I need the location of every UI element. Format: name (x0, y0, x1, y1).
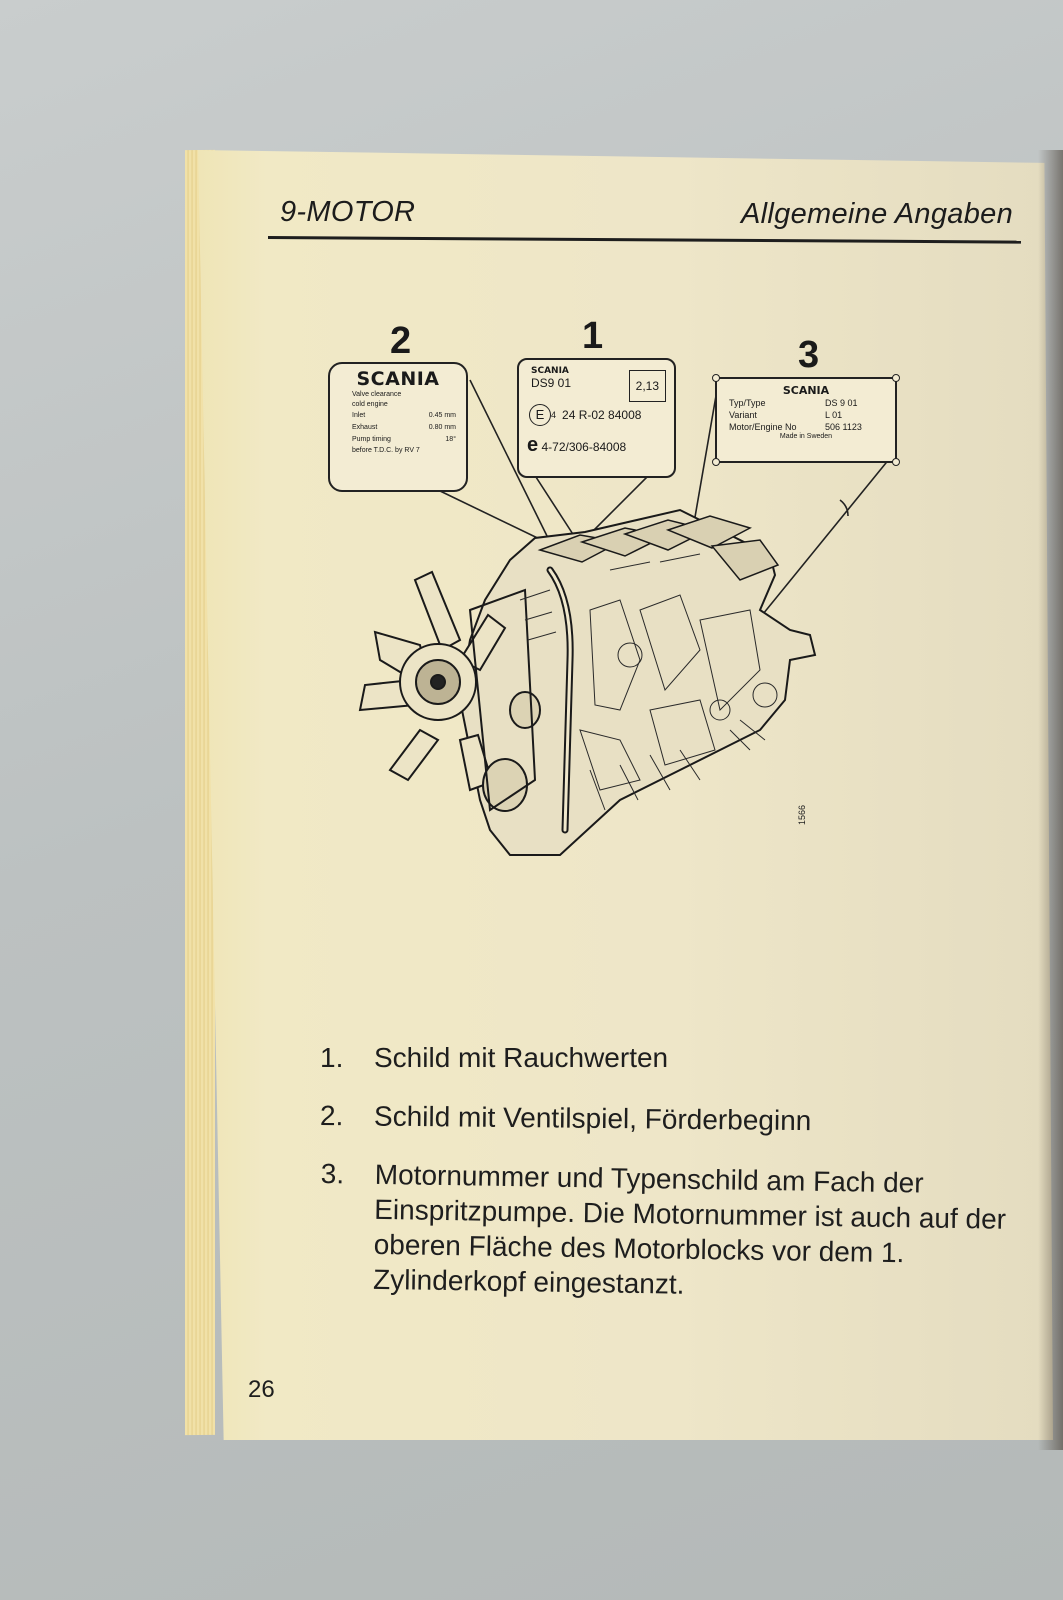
plate-3-row-label: Motor/Engine No (729, 422, 797, 432)
plate-3-row (729, 421, 895, 433)
plate-3-row (729, 409, 895, 421)
callout-1: 1 (582, 315, 604, 357)
approval-2-code: 4-72/306-84008 (541, 440, 627, 454)
plate-2-row-value: 0.45 mm (428, 412, 456, 419)
rivet-hole (892, 374, 900, 382)
plate-3-row-label: Typ/Type (729, 398, 766, 408)
plate-1-brand: SCANIA (531, 366, 569, 376)
valve-clearance-plate (328, 362, 468, 492)
list-item-number: 3. (320, 1158, 345, 1190)
facing-page-shadow (1038, 150, 1063, 1450)
type-plate (715, 377, 897, 463)
plate-1-approval-1 (529, 404, 674, 426)
plate-2-row-label: Pump timing (352, 436, 391, 443)
plate-2-row-value: 18° (445, 436, 456, 443)
section-title: Allgemeine Angaben (741, 198, 1013, 230)
plate-1-approval-2 (527, 434, 674, 457)
plate-1-model: DS9 01 (531, 376, 572, 390)
list-item (319, 1156, 1011, 1307)
list-item (320, 1098, 1010, 1140)
list-item (320, 1040, 1010, 1075)
plate-2-footer: before T.D.C. by RV 7 (352, 447, 420, 454)
plate-2-row-label: Exhaust (352, 424, 378, 431)
plate-2-brand: SCANIA (356, 368, 440, 390)
callout-3: 3 (798, 334, 820, 376)
figure-reference-code: 1566 (797, 804, 807, 825)
rivet-hole (892, 458, 900, 466)
plate-3-row-value: 506 1123 (825, 422, 862, 432)
e-mark-lowercase: e (527, 434, 539, 456)
approval-1-code: 24 R-02 84008 (562, 408, 642, 422)
plate-3-row (729, 397, 895, 409)
plate-3-row-value: DS 9 01 (825, 398, 858, 408)
page-number: 26 (248, 1376, 275, 1403)
smoke-values-plate (517, 358, 676, 478)
legend-list (320, 1040, 1010, 1319)
list-item-text: Schild mit Rauchwerten (374, 1042, 669, 1073)
e-mark-subscript: 4 (551, 410, 557, 420)
plate-2-heading-2: cold engine (352, 401, 388, 408)
list-item-number: 1. (320, 1042, 344, 1073)
plate-2-row (352, 434, 456, 446)
plate-2-row-value: 0.80 mm (428, 424, 456, 431)
plate-1-box-value: 2,13 (629, 370, 666, 402)
e-mark-circle: E (529, 404, 551, 426)
rivet-hole (712, 458, 720, 466)
plate-2-heading-1: Valve clearance (352, 391, 402, 398)
list-item-number: 2. (319, 1100, 344, 1132)
plate-3-row-label: Variant (729, 410, 757, 420)
list-item-text: Motornummer und Typenschild am Fach der Einspritzpumpe. Die Motornummer ist auch auf der oberen Fläche des Motorblocks vor dem 1. Zylinderkopf eingestanzt. (372, 1158, 1007, 1300)
list-item-text: Schild mit Ventilspiel, Förderbeginn (373, 1100, 812, 1137)
plate-2-row-label: Inlet (352, 412, 366, 419)
plate-2-row (352, 410, 456, 422)
engine-figure (320, 310, 920, 870)
plate-3-brand: SCANIA (782, 384, 830, 397)
plate-3-made-in: Made in Sweden (779, 433, 833, 440)
plate-3-row-value: L 01 (825, 410, 843, 420)
callout-2: 2 (390, 320, 412, 362)
rivet-hole (712, 374, 720, 382)
plate-2-row (352, 422, 456, 434)
chapter-title: 9-MOTOR (280, 196, 416, 228)
